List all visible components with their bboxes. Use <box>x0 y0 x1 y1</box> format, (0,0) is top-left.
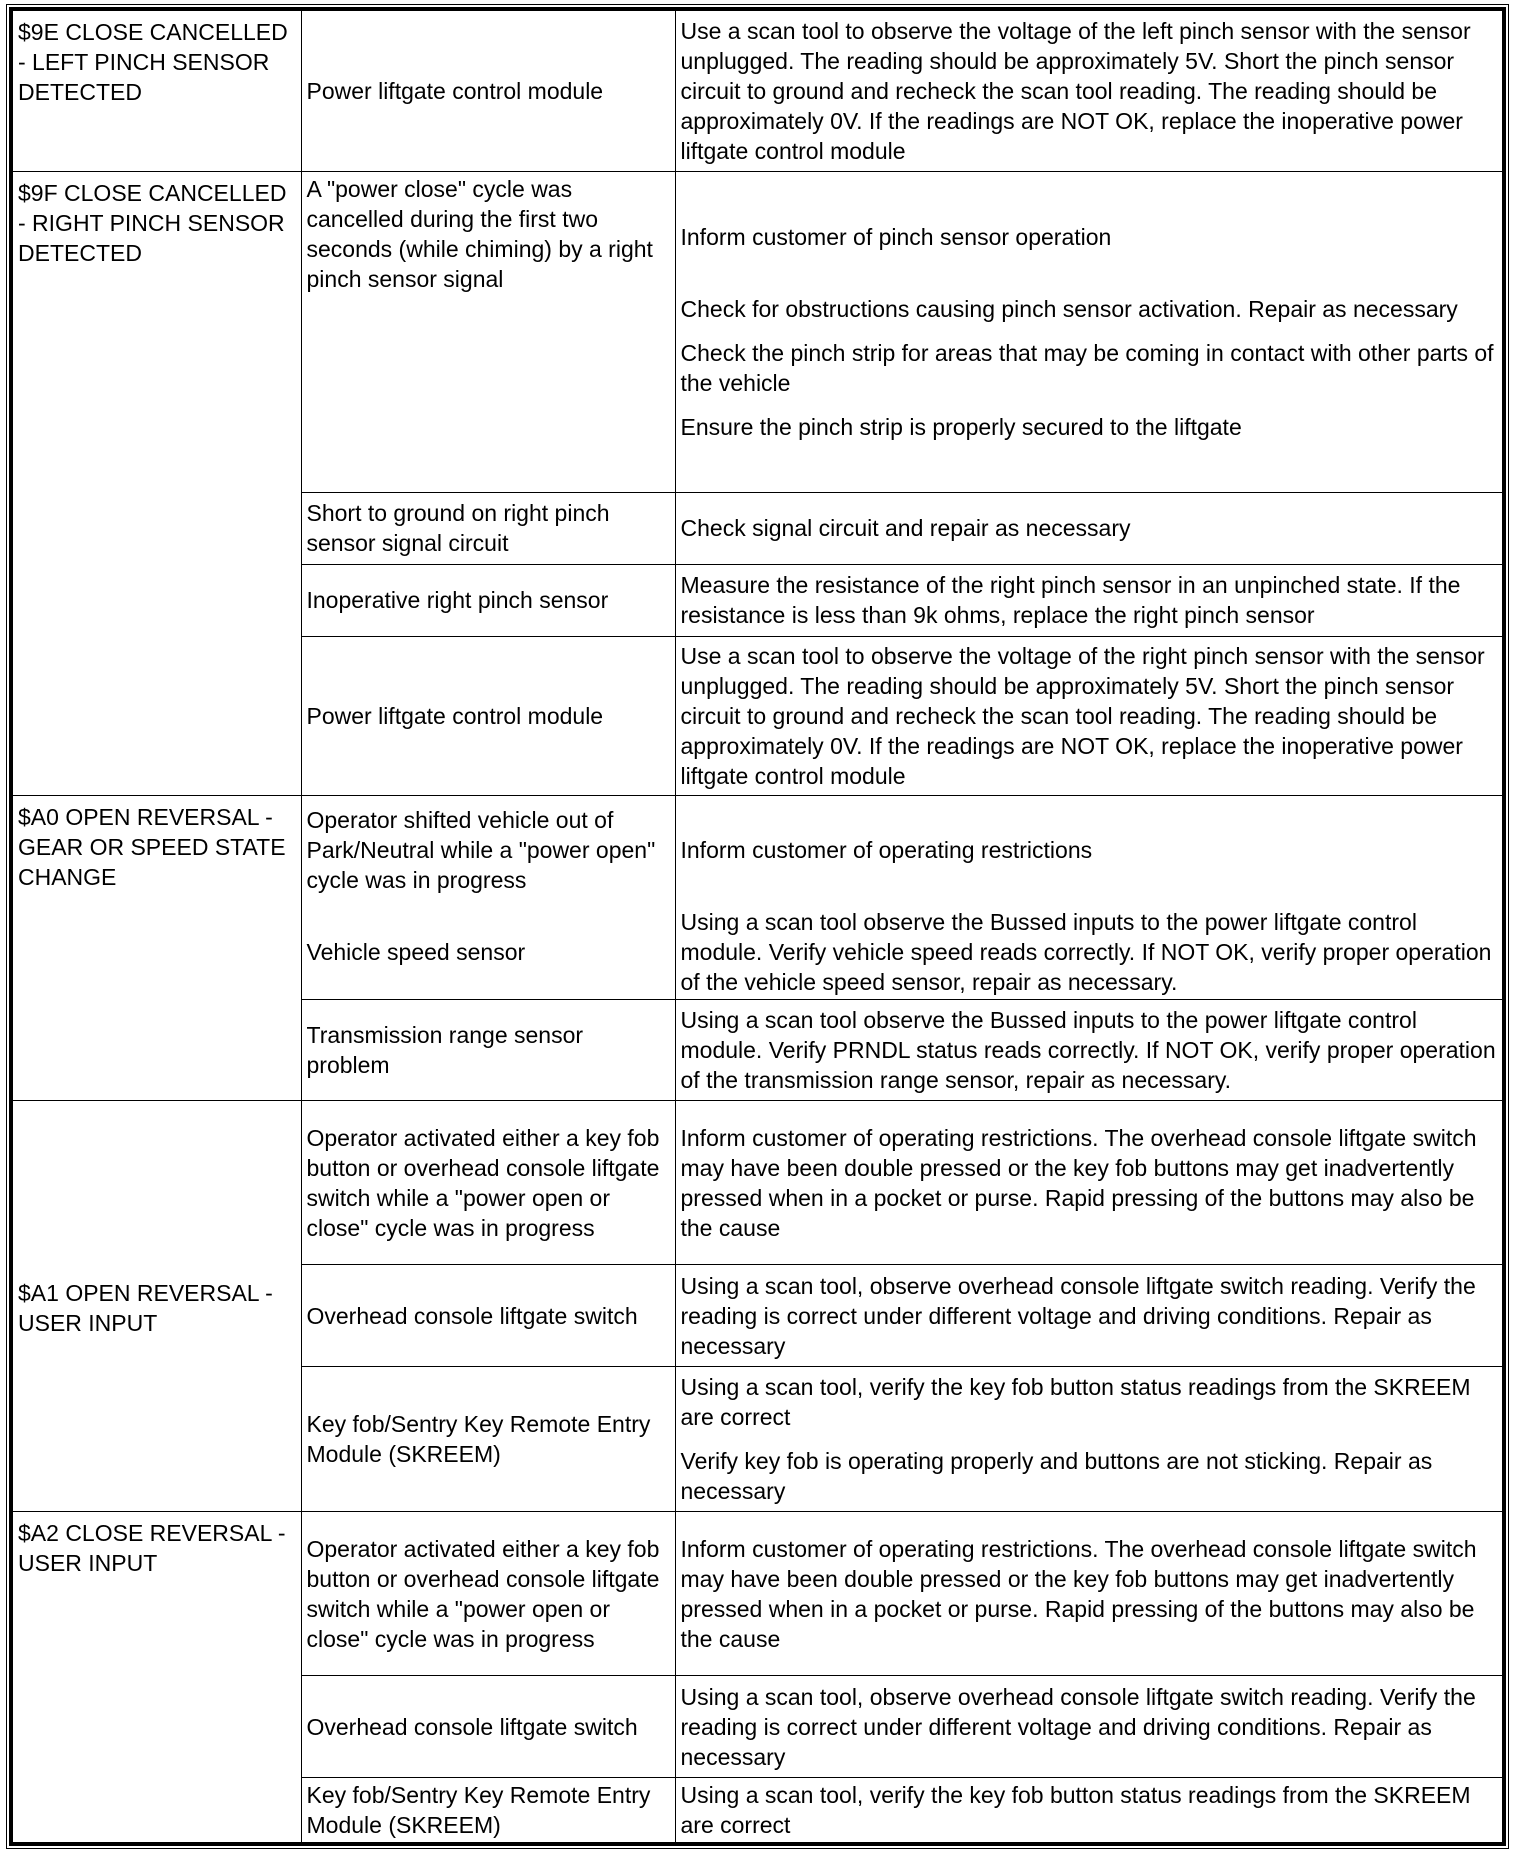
action-cell <box>675 492 1504 564</box>
diagnostic-table <box>9 7 1506 1846</box>
action-cell <box>675 1265 1504 1367</box>
action-text: Verify key fob is operating properly and buttons are not sticking. Repair as necessary <box>680 1448 1433 1504</box>
action-text: Use a scan tool to observe the voltage of the right pinch sensor with the sensor unplugged. The reading should be approximately 5V. Short the pinch sensor circuit to ground and recheck the scan tool reading. The reading should be approximately 0V. If the readings are NOT OK, replace the inoperative power liftgate control module <box>680 642 1485 789</box>
possible-cause-cell: Key fob/Sentry Key Remote Entry Module (SKREEM) <box>301 1778 675 1845</box>
table-row <box>11 1101 1504 1265</box>
possible-cause-cell: Key fob/Sentry Key Remote Entry Module (SKREEM) <box>301 1367 675 1512</box>
action-cell <box>675 9 1504 171</box>
action-text: Using a scan tool, observe overhead console liftgate switch reading. Verify the reading is correct under different voltage and driving conditions. Repair as necessary <box>680 1683 1476 1770</box>
action-text: Inform customer of operating restrictions. The overhead console liftgate switch may have been double pressed or the key fob buttons may get inadvertently pressed when in a pocket or purse. Rapid pressing of the buttons may also be the cause <box>680 1535 1477 1652</box>
action-cell <box>675 1778 1504 1845</box>
possible-cause-cell: Short to ground on right pinch sensor signal circuit <box>301 492 675 564</box>
action-cell <box>675 1000 1504 1101</box>
action-cell <box>675 905 1504 1000</box>
action-text: Check the pinch strip for areas that may be coming in contact with other parts of the vehicle <box>680 339 1494 396</box>
possible-cause-cell: Operator activated either a key fob button or overhead console liftgate switch while a "power open or close" cycle was in progress <box>301 1512 675 1676</box>
action-text: Using a scan tool, verify the key fob button status readings from the SKREEM are correct <box>680 1374 1471 1430</box>
table-row <box>11 9 1504 171</box>
dtc-code-cell: $A1 OPEN REVERSAL - USER INPUT <box>11 1101 301 1512</box>
table-row <box>11 795 1504 905</box>
action-text: Using a scan tool, verify the key fob button status readings from the SKREEM are correct <box>680 1782 1471 1838</box>
action-cell <box>675 171 1504 492</box>
action-cell <box>675 564 1504 636</box>
possible-cause-cell: Power liftgate control module <box>301 636 675 795</box>
possible-cause-cell: Transmission range sensor problem <box>301 1000 675 1101</box>
possible-cause-cell: A "power close" cycle was cancelled during the first two seconds (while chiming) by a right pinch sensor signal <box>301 171 675 492</box>
action-text: Inform customer of operating restrictions. The overhead console liftgate switch may have been double pressed or the key fob buttons may get inadvertently pressed when in a pocket or purse. Rapid pressing of the buttons may also be the cause <box>680 1124 1477 1241</box>
action-cell <box>675 1101 1504 1265</box>
action-text: Ensure the pinch strip is properly secured to the liftgate <box>680 413 1242 440</box>
dtc-code-cell: $9F CLOSE CANCELLED - RIGHT PINCH SENSOR DETECTED <box>11 171 301 795</box>
action-text: Using a scan tool observe the Bussed inputs to the power liftgate control module. Verify PRNDL status reads correctly. If NOT OK, verify proper operation of the transmission range sensor, repair as necessary. <box>680 1007 1496 1093</box>
action-text: Check for obstructions causing pinch sensor activation. Repair as necessary <box>680 295 1458 322</box>
action-text: Check signal circuit and repair as necessary <box>680 515 1131 541</box>
possible-cause-cell: Operator shifted vehicle out of Park/Neutral while a "power open" cycle was in progress <box>301 795 675 905</box>
action-text: Using a scan tool, observe overhead console liftgate switch reading. Verify the reading is correct under different voltage and driving conditions. Repair as necessary <box>680 1272 1476 1359</box>
possible-cause-cell: Vehicle speed sensor <box>301 905 675 1000</box>
possible-cause-cell: Power liftgate control module <box>301 9 675 171</box>
possible-cause-cell: Overhead console liftgate switch <box>301 1676 675 1778</box>
possible-cause-cell: Overhead console liftgate switch <box>301 1265 675 1367</box>
table-row <box>11 1512 1504 1676</box>
table-row <box>11 171 1504 492</box>
action-cell <box>675 1512 1504 1676</box>
dtc-code-cell: $9E CLOSE CANCELLED - LEFT PINCH SENSOR DETECTED <box>11 9 301 171</box>
action-text: Measure the resistance of the right pinch sensor in an unpinched state. If the resistance is less than 9k ohms, replace the right pinch sensor <box>680 572 1461 628</box>
action-text: Inform customer of pinch sensor operation <box>680 223 1112 250</box>
action-text: Using a scan tool observe the Bussed inputs to the power liftgate control module. Verify vehicle speed reads correctly. If NOT OK, verify proper operation of the vehicle speed sensor, repair as necessary. <box>680 909 1492 995</box>
dtc-code-cell: $A0 OPEN REVERSAL - GEAR OR SPEED STATE CHANGE <box>11 795 301 1101</box>
action-cell <box>675 636 1504 795</box>
possible-cause-cell: Operator activated either a key fob button or overhead console liftgate switch while a "power open or close" cycle was in progress <box>301 1101 675 1265</box>
action-cell <box>675 795 1504 905</box>
action-cell <box>675 1676 1504 1778</box>
action-cell <box>675 1367 1504 1512</box>
action-text: Use a scan tool to observe the voltage of the left pinch sensor with the sensor unplugged. The reading should be approximately 5V. Short the pinch sensor circuit to ground and recheck the scan tool reading. The reading should be approximately 0V. If the readings are NOT OK, replace the inoperative power liftgate control module <box>680 17 1471 164</box>
dtc-code-cell: $A2 CLOSE REVERSAL - USER INPUT <box>11 1512 301 1845</box>
possible-cause-cell: Inoperative right pinch sensor <box>301 564 675 636</box>
action-text: Inform customer of operating restrictions <box>680 837 1093 864</box>
